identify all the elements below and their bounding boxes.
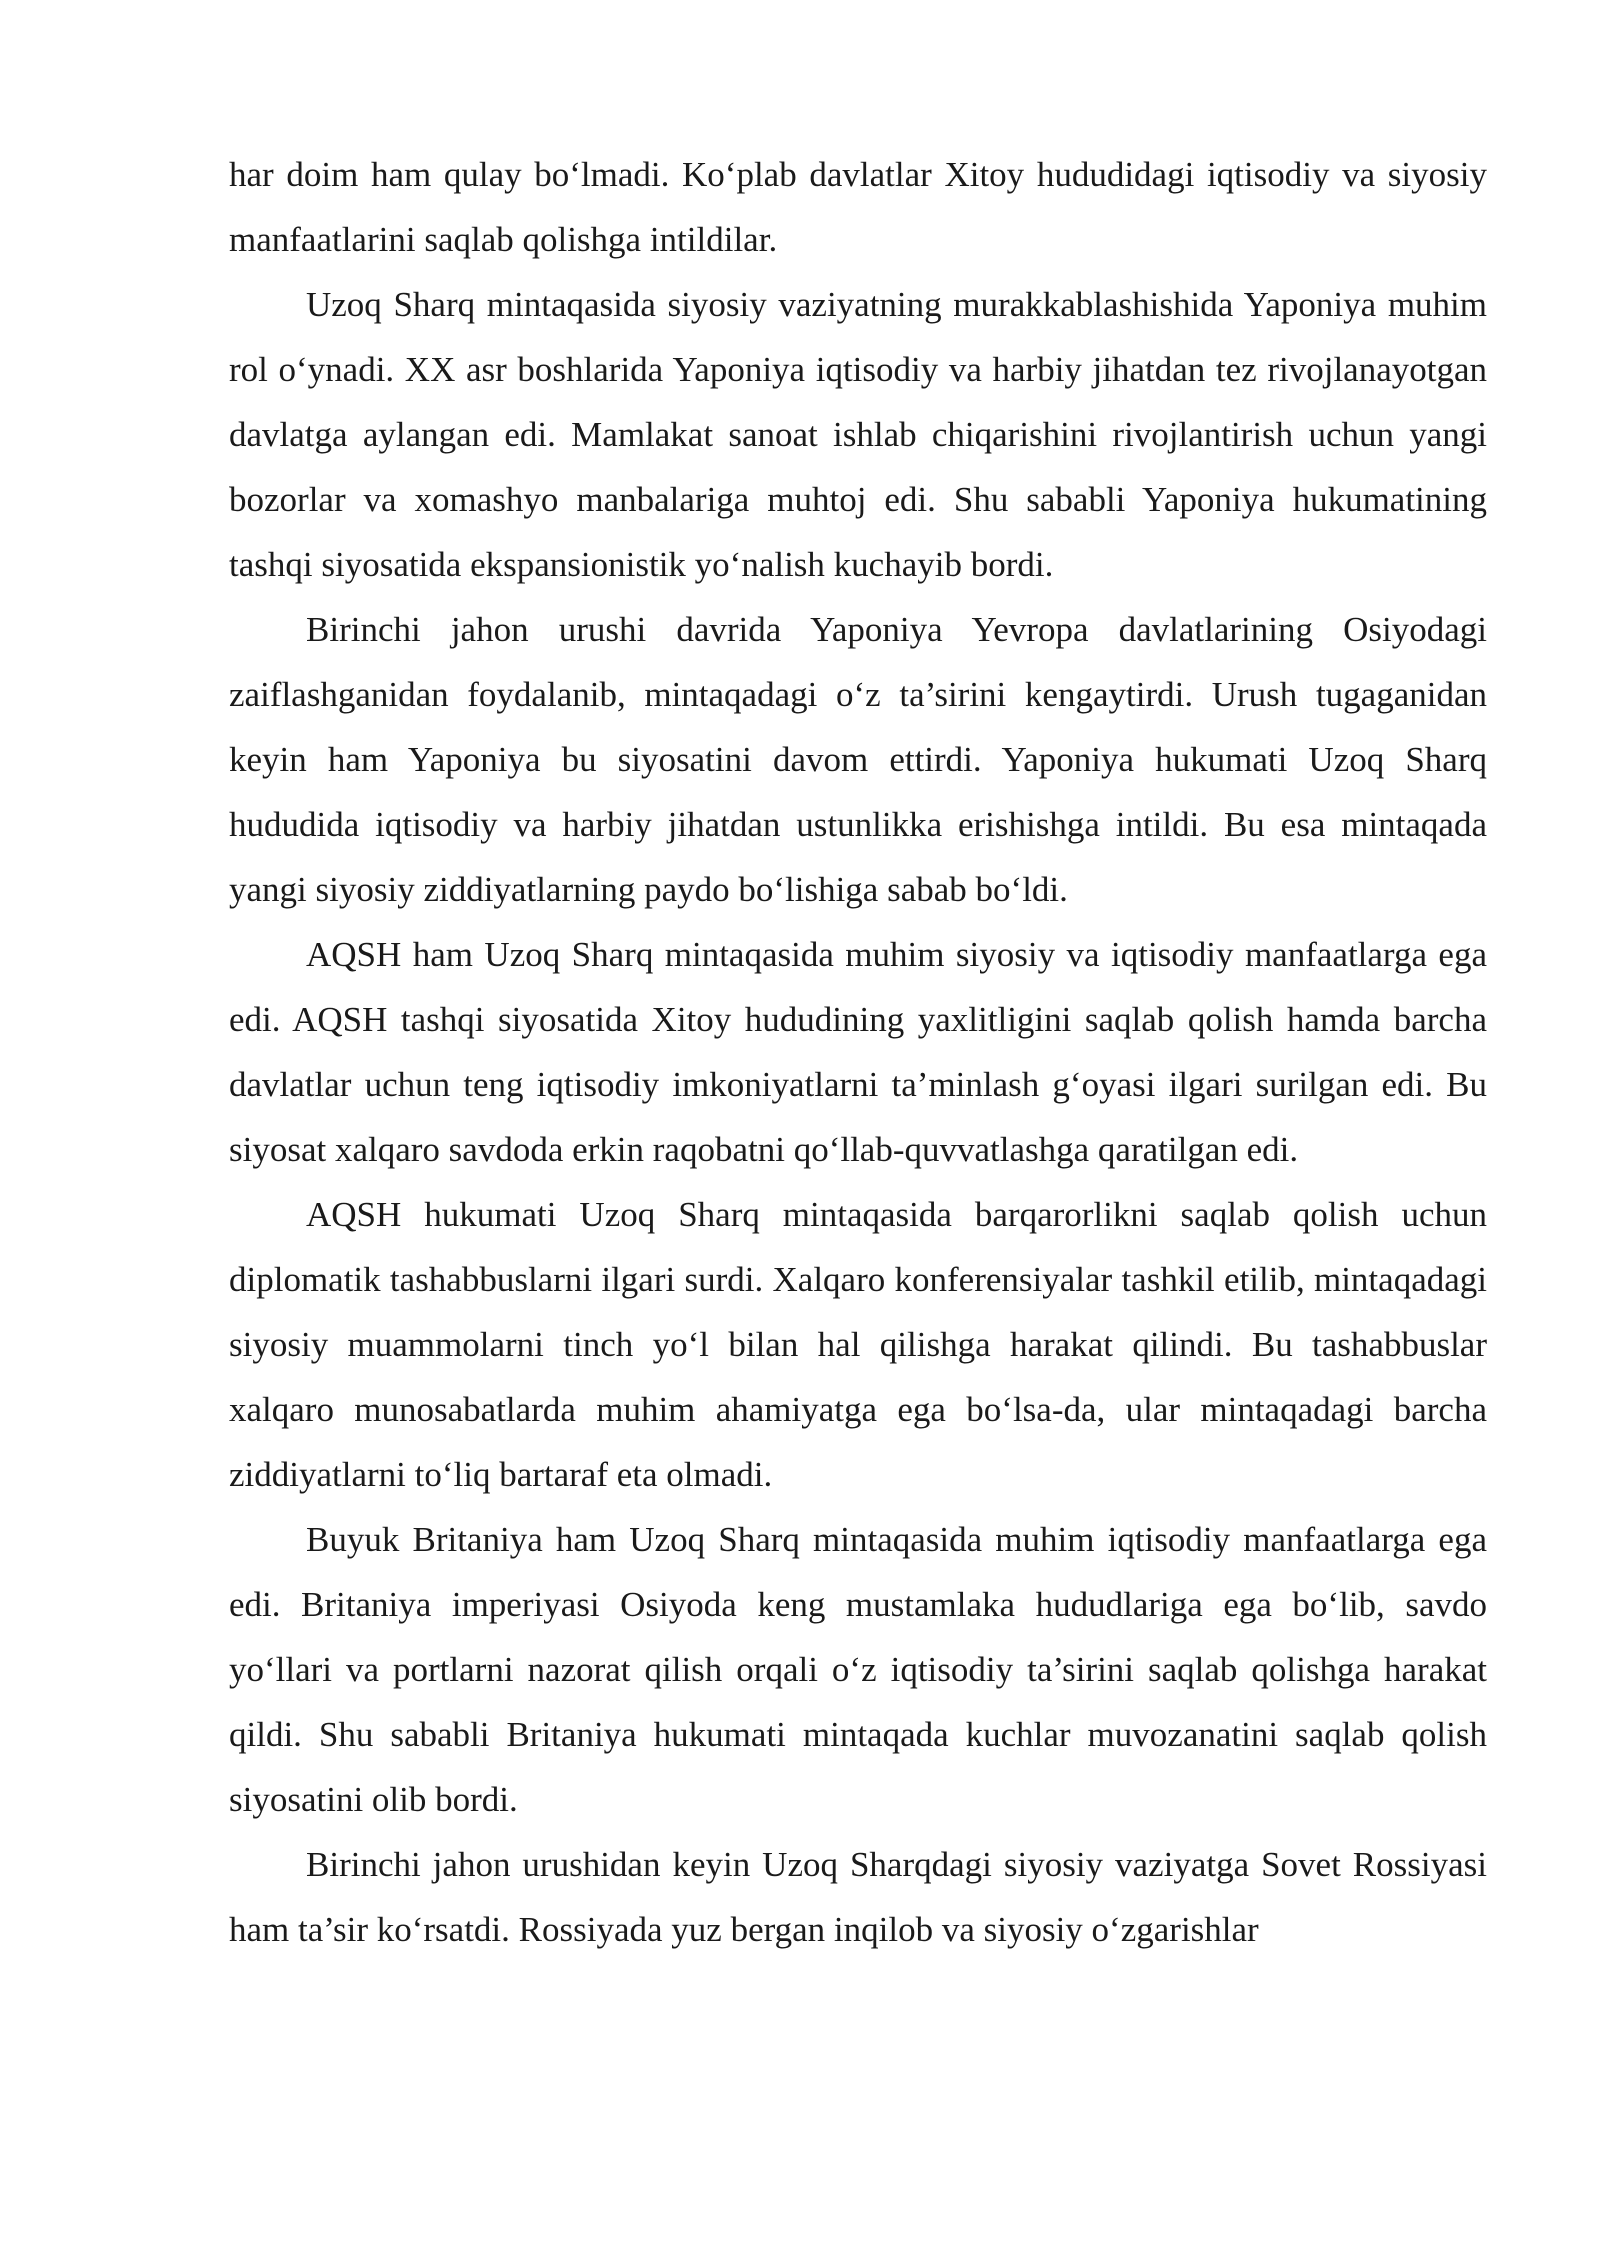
paragraph-britain: Buyuk Britaniya ham Uzoq Sharq mintaqasida muhim iqtisodiy manfaatlarga ega edi. Britaniya imperiyasi Osiyoda keng mustamlaka hududlariga ega bo‘lib, savdo yo‘llari va portlarni nazorat qilish orqali o‘z iqtisodiy ta’sirini saqlab qolishga harakat qildi. Shu sababli Britaniya hukumati mintaqada kuchlar muvozanatini saqlab qolish siyosatini olib bordi. [229,1520,1487,1819]
paragraph-ww1-japan: Birinchi jahon urushi davrida Yaponiya Yevropa davlatlarining Osiyodagi zaiflashganidan foydalanib, mintaqadagi o‘z ta’sirini kengaytirdi. Urush tugaganidan keyin ham Yaponiya bu siyosatini davom ettirdi. Yaponiya hukumati Uzoq Sharq hududida iqtisodiy va harbiy jihatdan ustunlikka erishishga intildi. Bu esa mintaqada yangi siyosiy ziddiyatlarning paydo bo‘lishiga sabab bo‘ldi. [229,610,1487,909]
paragraph-usa-interests: AQSH ham Uzoq Sharq mintaqasida muhim siyosiy va iqtisodiy manfaatlarga ega edi. AQSH tashqi siyosatida Xitoy hududining yaxlitligini saqlab qolish hamda barcha davlatlar uchun teng iqtisodiy imkoniyatlarni ta’minlash g‘oyasi ilgari surilgan edi. Bu siyosat xalqaro savdoda erkin raqobatni qo‘llab-quvvatlashga qaratilgan edi. [229,935,1487,1169]
paragraph-continuation: har doim ham qulay bo‘lmadi. Ko‘plab davlatlar Xitoy hududidagi iqtisodiy va siyosiy manfaatlarini saqlab qolishga intildilar. [229,155,1487,259]
paragraph-soviet-russia: Birinchi jahon urushidan keyin Uzoq Sharqdagi siyosiy vaziyatga Sovet Rossiyasi ham ta’sir ko‘rsatdi. Rossiyada yuz bergan inqilob va siyosiy o‘zgarishlar [229,1845,1487,1949]
paragraph-usa-diplomacy: AQSH hukumati Uzoq Sharq mintaqasida barqarorlikni saqlab qolish uchun diplomatik tashabbuslarni ilgari surdi. Xalqaro konferensiyalar tashkil etilib, mintaqadagi siyosiy muammolarni tinch yo‘l bilan hal qilishga harakat qilindi. Bu tashabbuslar xalqaro munosabatlarda muhim ahamiyatga ega bo‘lsa-da, ular mintaqadagi barcha ziddiyatlarni to‘liq bartaraf eta olmadi. [229,1195,1487,1494]
paragraph-japan-role: Uzoq Sharq mintaqasida siyosiy vaziyatning murakkablashishida Yaponiya muhim rol o‘ynadi. XX asr boshlarida Yaponiya iqtisodiy va harbiy jihatdan tez rivojlanayotgan davlatga aylangan edi. Mamlakat sanoat ishlab chiqarishini rivojlantirish uchun yangi bozorlar va xomashyo manbalariga muhtoj edi. Shu sababli Yaponiya hukumatining tashqi siyosatida ekspansionistik yo‘nalish kuchayib bordi. [229,285,1487,584]
document-body [229,142,1487,1962]
